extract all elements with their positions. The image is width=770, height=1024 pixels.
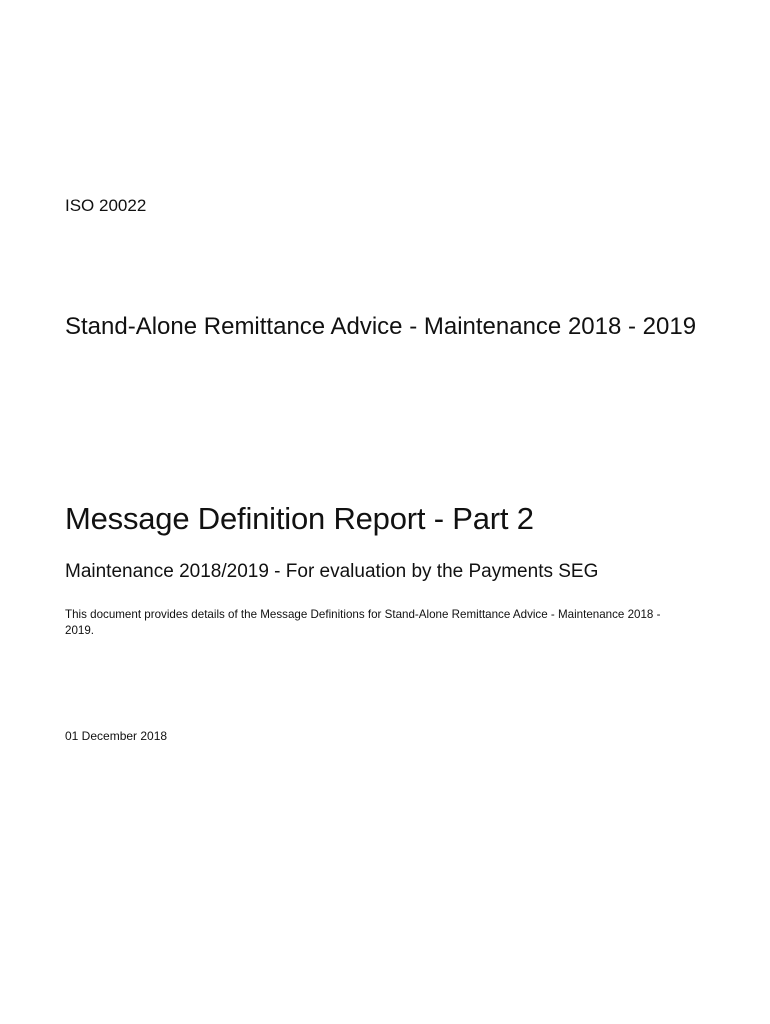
report-subtitle: Maintenance 2018/2019 - For evaluation by the Payments SEG <box>65 561 599 582</box>
document-description: This document provides details of the Message Definitions for Stand-Alone Remittance Advice - Maintenance 2018 - 2019. <box>65 608 661 637</box>
standard-name: ISO 20022 <box>65 196 147 215</box>
publication-date: 01 December 2018 <box>65 729 168 743</box>
report-title: Message Definition Report - Part 2 <box>65 501 534 536</box>
message-set-title: Stand-Alone Remittance Advice - Maintenance 2018 - 2019 <box>65 313 697 340</box>
